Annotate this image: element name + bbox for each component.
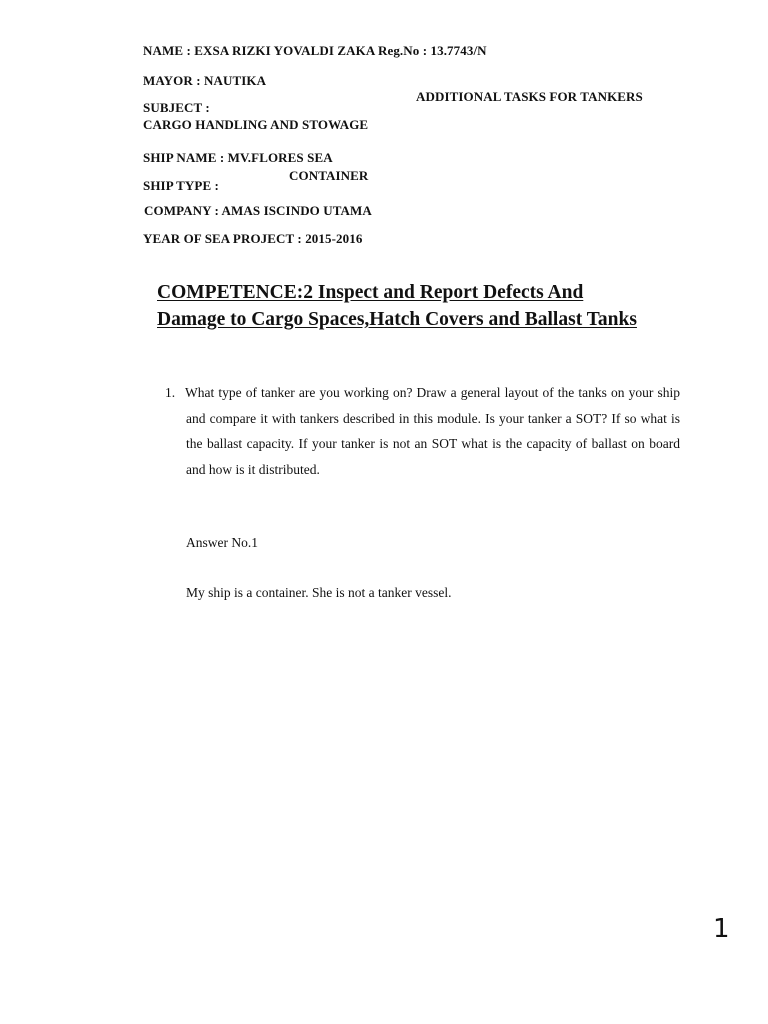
competence-title-line-1: COMPETENCE:2 Inspect and Report Defects And xyxy=(157,282,584,303)
question-1 xyxy=(165,380,680,482)
page-number: 1 xyxy=(713,914,730,944)
header-company: COMPANY : AMAS ISCINDO UTAMA xyxy=(144,203,372,218)
header-subject-label: SUBJECT : xyxy=(143,100,210,115)
header-mayor: MAYOR : NAUTIKA xyxy=(143,73,267,88)
header-name-line: NAME : EXSA RIZKI YOVALDI ZAKA Reg.No : 13.7743/N xyxy=(143,43,487,58)
header-subject-value: CARGO HANDLING AND STOWAGE xyxy=(143,117,369,132)
answer-label: Answer No.1 xyxy=(186,535,258,550)
header-ship-name: SHIP NAME : MV.FLORES SEA xyxy=(143,150,333,165)
header-ship-type-label: SHIP TYPE : xyxy=(143,178,219,193)
question-number: 1. xyxy=(165,385,176,400)
header-ship-type-value: CONTAINER xyxy=(289,168,369,183)
answer-text: My ship is a container. She is not a tanker vessel. xyxy=(186,585,452,600)
header-year: YEAR OF SEA PROJECT : 2015-2016 xyxy=(143,231,363,246)
question-text: What type of tanker are you working on? Draw a general layout of the tanks on your ship and compare it with tankers described in this module. Is your tanker a SOT? If so what is the ballast capacity. If your tanker is not an SOT what is the capacity of ballast on board and how is it distributed. xyxy=(185,385,680,477)
competence-title-line-2: Damage to Cargo Spaces,Hatch Covers and Ballast Tanks xyxy=(157,309,637,330)
header-additional-tasks: ADDITIONAL TASKS FOR TANKERS xyxy=(416,89,643,104)
